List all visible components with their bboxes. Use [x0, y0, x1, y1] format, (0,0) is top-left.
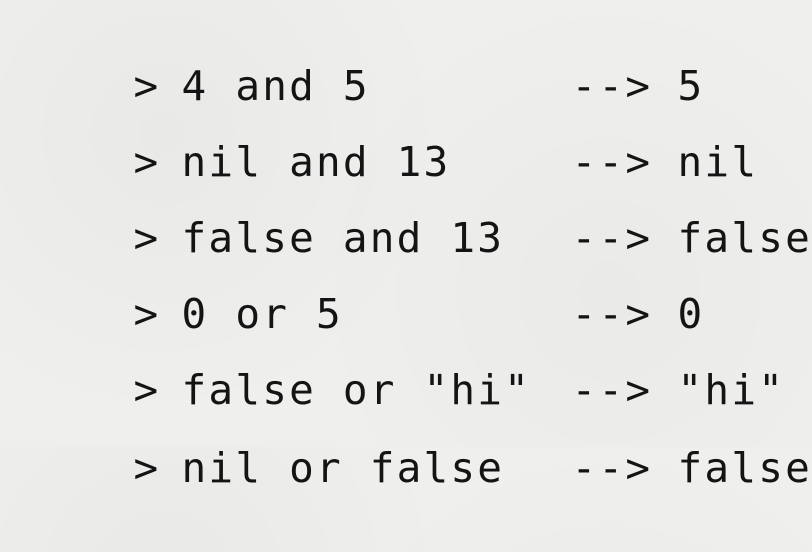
expression: false and 13 [181, 214, 505, 262]
prompt-symbol: > [133, 138, 161, 186]
result-arrow: --> [571, 366, 653, 414]
result-value: 0 [677, 290, 705, 338]
code-line-4 [26, 230, 706, 338]
prompt-symbol: > [133, 366, 161, 414]
code-line-1 [26, 2, 706, 110]
expression: 4 and 5 [181, 62, 370, 110]
code-line-5 [26, 306, 786, 414]
result-arrow: --> [571, 214, 653, 262]
result-arrow: --> [571, 444, 653, 492]
prompt-symbol: > [133, 62, 161, 110]
result-value: "hi" [677, 366, 786, 414]
expression: 0 or 5 [181, 290, 343, 338]
prompt-symbol: > [133, 444, 161, 492]
result-value: nil [677, 138, 759, 186]
result-value: 5 [677, 62, 705, 110]
result-value: false [677, 444, 812, 492]
prompt-symbol: > [133, 290, 161, 338]
expression: nil and 13 [181, 138, 451, 186]
prompt-symbol: > [133, 214, 161, 262]
expression: false or "hi" [181, 366, 532, 414]
expression: nil or false [181, 444, 505, 492]
result-arrow: --> [571, 138, 653, 186]
code-line-2 [26, 78, 759, 186]
result-arrow: --> [571, 62, 653, 110]
result-value: false [677, 214, 812, 262]
result-arrow: --> [571, 290, 653, 338]
